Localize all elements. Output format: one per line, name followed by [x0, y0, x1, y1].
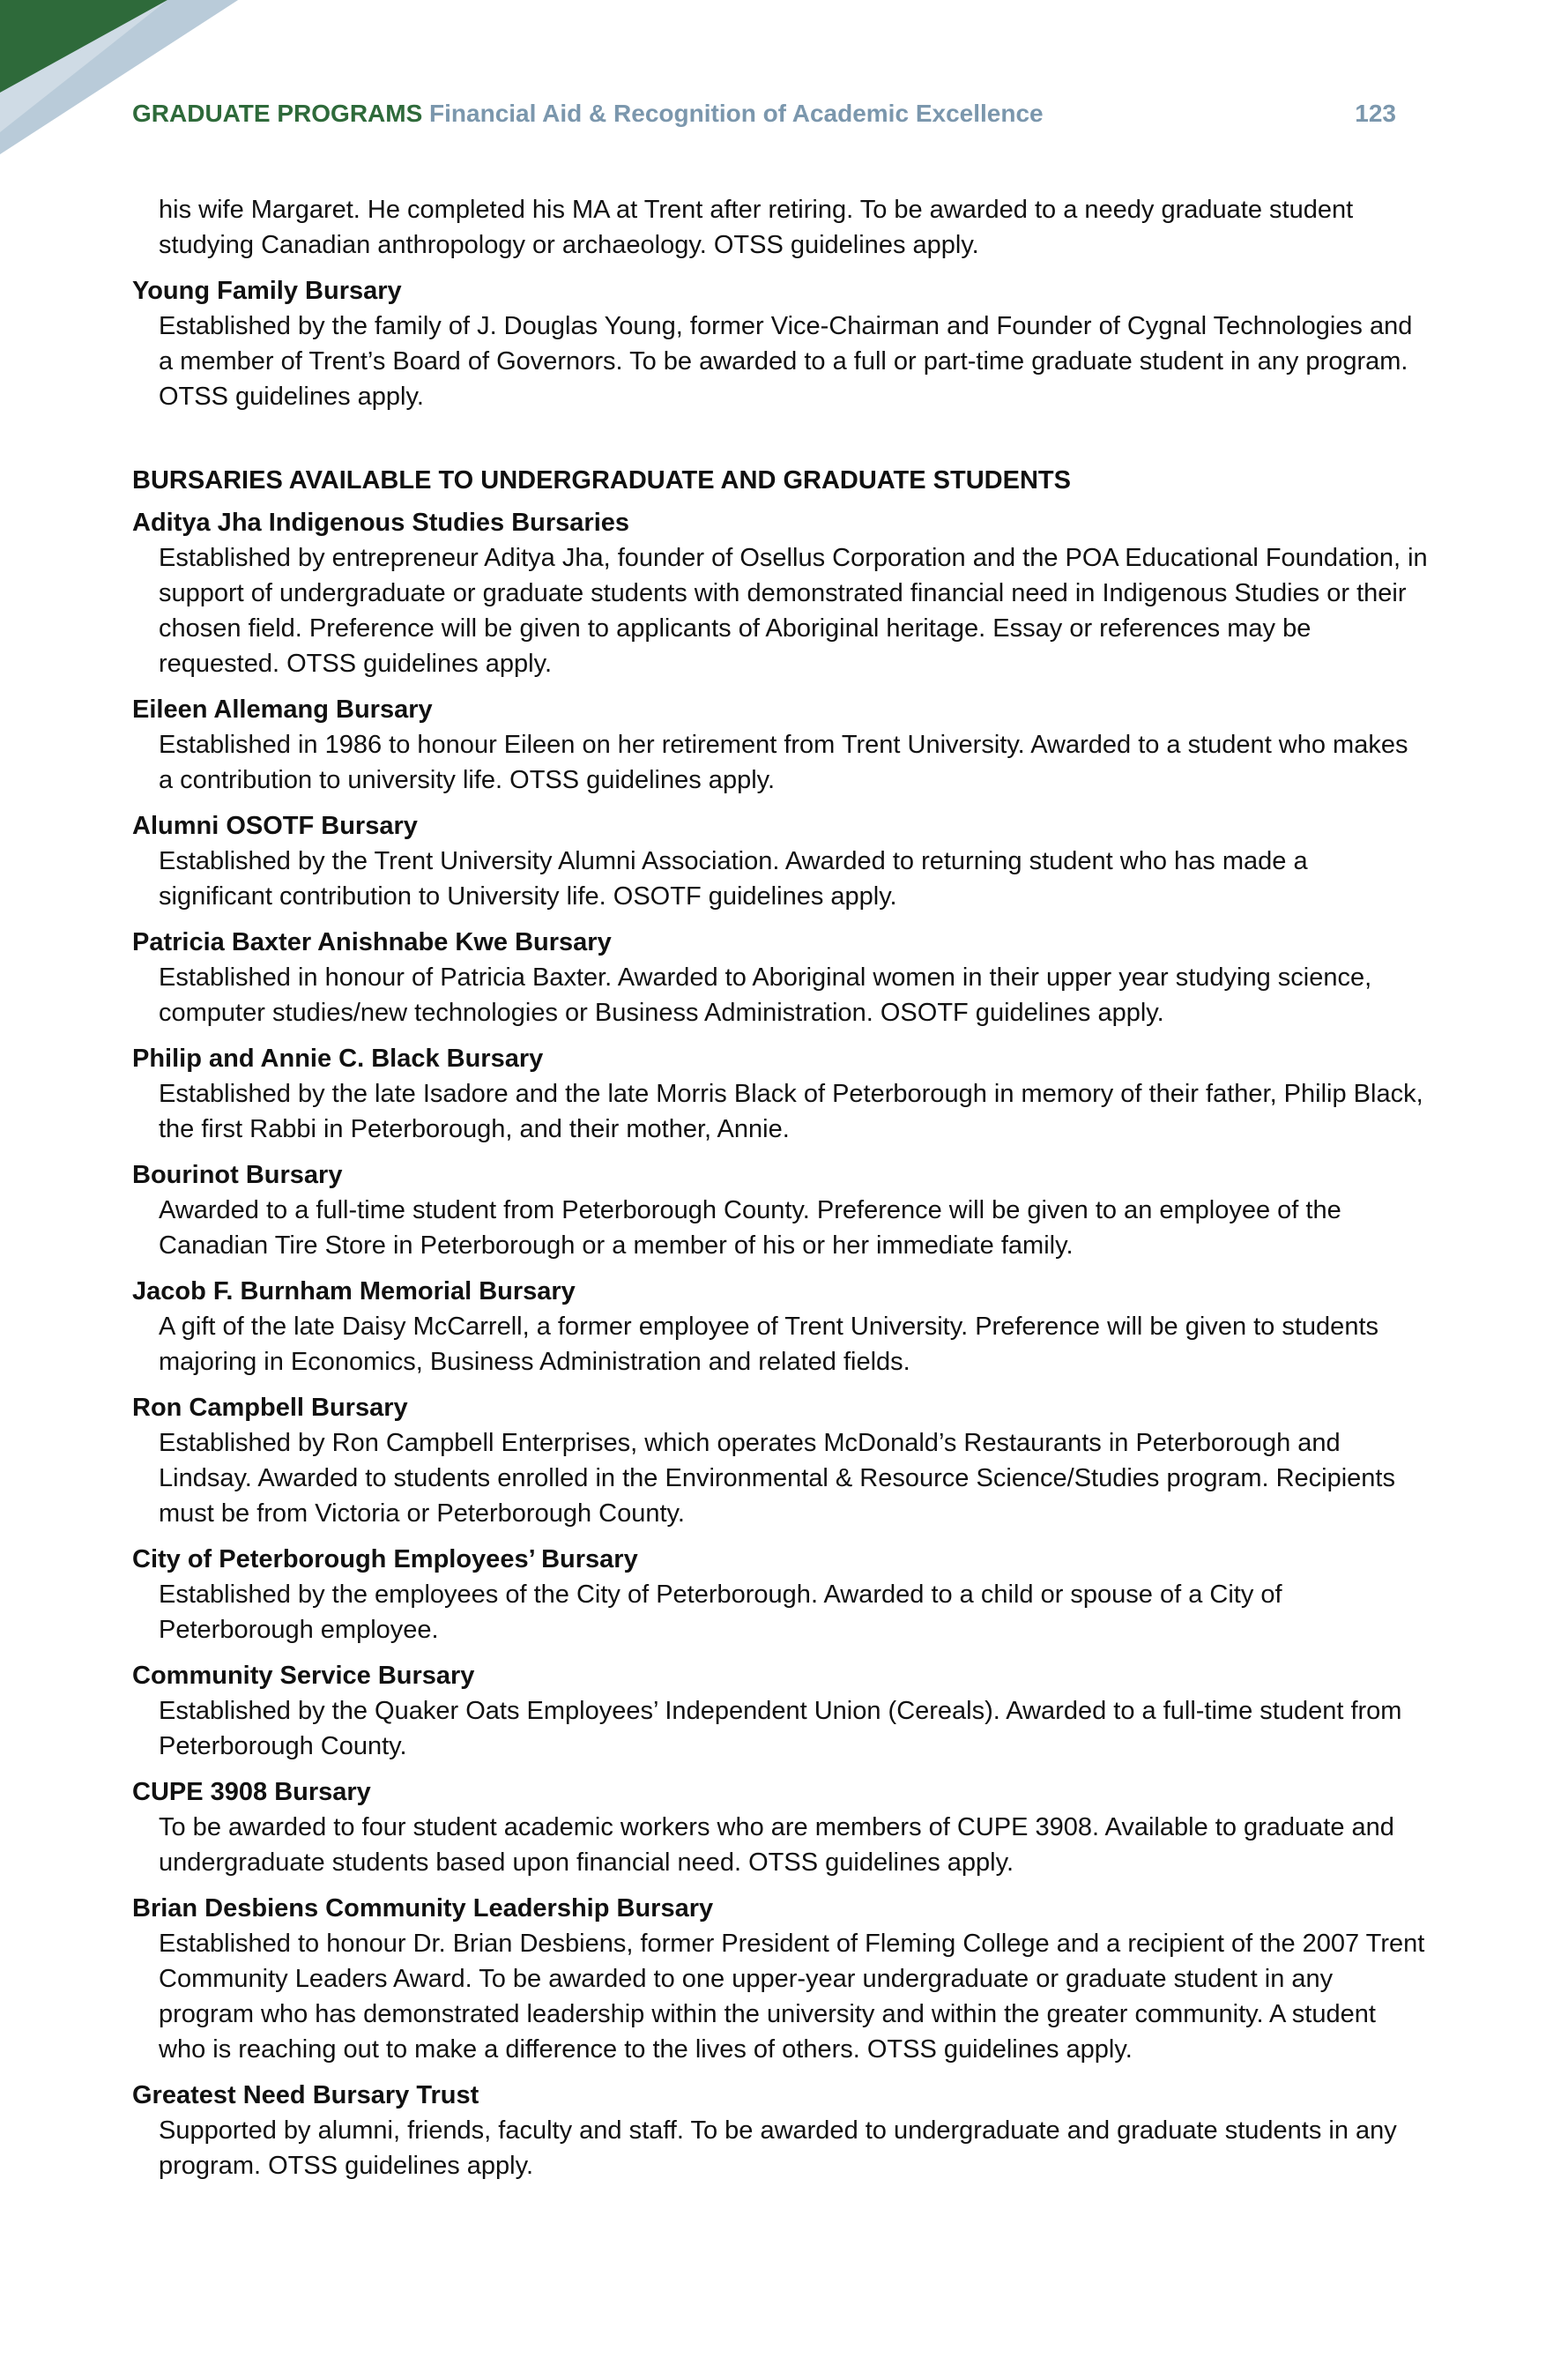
bursary-title: Jacob F. Burnham Memorial Bursary [132, 1277, 576, 1305]
corner-decoration [0, 0, 238, 159]
bursary-entry [132, 1274, 1428, 1380]
bursary-title: Community Service Bursary [132, 1662, 475, 1690]
running-header [132, 100, 1396, 135]
bursary-title: Greatest Need Bursary Trust [132, 2081, 479, 2109]
bursary-description: To be awarded to four student academic workers who are members of CUPE 3908. Available to graduate and undergraduate students based upon financial need. OTSS guidelines apply. [159, 1813, 1394, 1877]
bursary-entry [132, 1658, 1428, 1764]
bursary-entry [132, 1774, 1428, 1880]
bursary-entry [132, 505, 1428, 681]
bursary-title: Aditya Jha Indigenous Studies Bursaries [132, 509, 630, 537]
bursary-title: CUPE 3908 Bursary [132, 1778, 371, 1806]
bursary-description: Supported by alumni, friends, faculty and staff. To be awarded to undergraduate and graduate students in any program. OTSS guidelines apply. [159, 2116, 1397, 2180]
bursary-title: City of Peterborough Employees’ Bursary [132, 1545, 638, 1573]
bursary-description: Established in 1986 to honour Eileen on her retirement from Trent University. Awarded to a student who makes a contribution to university life. OTSS guidelines apply. [159, 731, 1408, 794]
bursary-entry [132, 1041, 1428, 1147]
bursary-title: Patricia Baxter Anishnabe Kwe Bursary [132, 928, 612, 956]
bursary-description: A gift of the late Daisy McCarrell, a former employee of Trent University. Preference will be given to students majoring in Economics, Business Administration and related fields. [159, 1313, 1378, 1376]
bursary-title: Eileen Allemang Bursary [132, 695, 433, 724]
bursary-description: Awarded to a full-time student from Peterborough County. Preference will be given to an employee of the Canadian Tire Store in Peterborough or a member of his or her immediate family. [159, 1196, 1341, 1260]
header-subsection: Financial Aid & Recognition of Academic Excellence [429, 100, 1044, 127]
bursary-entry [132, 273, 1428, 414]
bursary-description: Established in honour of Patricia Baxter. Awarded to Aboriginal women in their upper year studying science, computer studies/new technologies or Business Administration. OSOTF guidelines apply. [159, 963, 1372, 1027]
bursary-title: Philip and Annie C. Black Bursary [132, 1045, 544, 1073]
bursary-title: Alumni OSOTF Bursary [132, 812, 418, 840]
page-number: 123 [1355, 100, 1396, 127]
bursary-entry [132, 2078, 1428, 2183]
bursary-title: Young Family Bursary [132, 277, 402, 305]
section-heading: BURSARIES AVAILABLE TO UNDERGRADUATE AND GRADUATE STUDENTS [132, 466, 1071, 495]
bursary-entry [132, 692, 1428, 798]
bursary-title: Ron Campbell Bursary [132, 1394, 408, 1422]
header-section: GRADUATE PROGRAMS [132, 100, 423, 127]
bursary-entry [132, 1542, 1428, 1647]
bursary-title: Bourinot Bursary [132, 1161, 343, 1189]
bursary-entry [132, 925, 1428, 1030]
bursary-title: Brian Desbiens Community Leadership Bursary [132, 1894, 714, 1923]
page-content [132, 192, 1428, 2194]
bursary-description: Established by the late Isadore and the late Morris Black of Peterborough in memory of their father, Philip Black, the first Rabbi in Peterborough, and their mother, Annie. [159, 1080, 1423, 1143]
continued-entry [132, 192, 1428, 263]
bursary-description: Established to honour Dr. Brian Desbiens, former President of Fleming College and a recipient of the 2007 Trent Community Leaders Award. To be awarded to one upper-year undergraduate or graduate student in any program who has demonstrated leadership within the university and within the greater community. A student who is reaching out to make a difference to the lives of others. OTSS guidelines apply. [159, 1930, 1425, 2064]
bursary-entry [132, 1390, 1428, 1531]
bursary-description: Established by Ron Campbell Enterprises, which operates McDonald’s Restaurants in Peterborough and Lindsay. Awarded to students enrolled in the Environmental & Resource Science/Studies program. Recipients must be from Victoria or Peterborough County. [159, 1429, 1395, 1528]
bursary-entry [132, 1157, 1428, 1263]
bursary-description: Established by entrepreneur Aditya Jha, founder of Osellus Corporation and the POA Educational Foundation, in support of undergraduate or graduate students with demonstrated financial need in Indigenous Studies or their chosen field. Preference will be given to applicants of Aboriginal heritage. Essay or references may be requested. OTSS guidelines apply. [159, 544, 1428, 678]
bursary-entry [132, 808, 1428, 914]
bursary-description: Established by the Quaker Oats Employees’ Independent Union (Cereals). Awarded to a full-time student from Peterborough County. [159, 1697, 1402, 1760]
bursary-entry [132, 1891, 1428, 2067]
bursary-description: Established by the Trent University Alumni Association. Awarded to returning student who has made a significant contribution to University life. OSOTF guidelines apply. [159, 847, 1308, 911]
continued-text: his wife Margaret. He completed his MA at Trent after retiring. To be awarded to a needy graduate student studying Canadian anthropology or archaeology. OTSS guidelines apply. [159, 196, 1354, 259]
bursary-description: Established by the family of J. Douglas Young, former Vice-Chairman and Founder of Cygnal Technologies and a member of Trent’s Board of Governors. To be awarded to a full or part-time graduate student in any program. OTSS guidelines apply. [159, 312, 1413, 411]
bursary-description: Established by the employees of the City of Peterborough. Awarded to a child or spouse of a City of Peterborough employee. [159, 1580, 1282, 1644]
